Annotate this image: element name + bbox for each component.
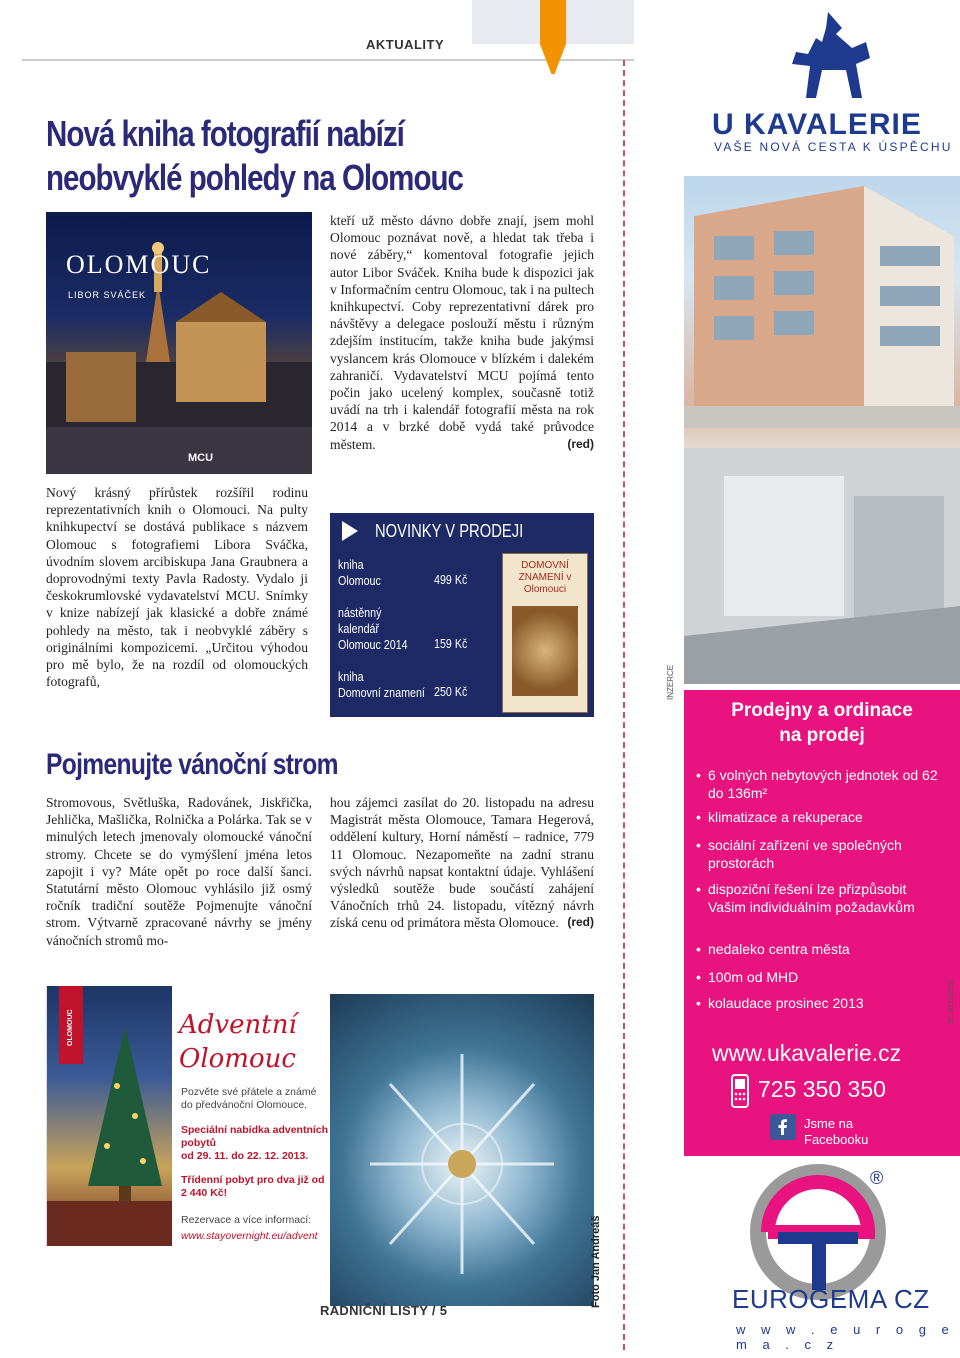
olomouc-logo xyxy=(59,986,83,1064)
horse-logo-icon xyxy=(782,8,874,104)
product-item xyxy=(338,557,381,589)
advent-link[interactable]: www.stayovernight.eu/advent xyxy=(181,1230,318,1242)
eurogema-url[interactable]: w w w . e u r o g e m a . c z xyxy=(736,1322,955,1352)
building-photo xyxy=(684,176,960,684)
new-products-title: NOVINKY V PRODEJI xyxy=(375,521,524,541)
book-title: DOMOVNÍ ZNAMENÍ v Olomouci xyxy=(518,560,572,595)
facebook-icon[interactable] xyxy=(770,1114,796,1140)
feature-item: • sociální zařízení ve společných prostorách xyxy=(708,836,938,872)
product-type: nástěnný xyxy=(338,606,382,620)
brand-name: U KAVALERIE xyxy=(712,108,922,141)
product-name: Domovní znamení xyxy=(338,686,425,700)
article-intro: Nový krásný přírůstek rozšířil rodinu reprezentativních knih o Olomouci. Na pulty knihkupectví se dostává publikace s názvem Olomouc s fotografiemi Libora Sváčka, úvodním slovem arcibiskupa Jana Graubnera a doprovodnými texty Pavla Radosty. Vydalo ji českokrumlovské vydavatelství MCU. Snímky v knize nabízejí jak klasické a dobře známé pohledy na město, tak i neobvyklé záběry s originálními kompozicemi. „Určitou výhodou pro mě bylo, že na rozdíl od olomouckých fotografů, xyxy=(46,485,308,690)
phone-number[interactable]: 725 350 350 xyxy=(758,1076,886,1102)
building-illustration xyxy=(684,176,960,684)
article-2-right xyxy=(330,794,594,932)
section-label: AKTUALITY xyxy=(366,37,445,52)
registered-mark: ® xyxy=(870,1168,884,1188)
header-rule xyxy=(22,0,634,74)
feature-item: • nedaleko centra města xyxy=(708,940,938,958)
facebook-line-2: Facebooku xyxy=(804,1132,869,1147)
feature-item: • kolaudace prosinec 2013 xyxy=(708,994,938,1012)
article-2-right-text: hou zájemci zasílat do 20. listopadu na adresu Magistrát města Olomouce, Tamara Hegerová, oddělení kultury, Horní náměstí – radnice, 779 11 Olomouc. Nezapomeňte na zadní stranu svých návrhů napsat kontaktní údaje. Vyhlášení výsledků soutěže bude součástí zahájení Vánočních trhů 24. listopadu, vítězný návrh získá cenu od primátora města Olomouce. xyxy=(330,795,594,931)
article-headline xyxy=(46,112,481,200)
olomouc-logo-text: OLOMOUC xyxy=(67,1009,74,1046)
headline-line-1: Nová kniha fotografií nabízí xyxy=(46,113,404,154)
book-illustration xyxy=(512,606,578,696)
cover-author: LIBOR SVÁČEK xyxy=(68,290,147,300)
arrow-icon xyxy=(338,519,362,543)
facebook-text[interactable] xyxy=(804,1116,868,1148)
article-column-2-text: kteří už město dávno dobře znají, jsem mohl Olomouc poznávat nově, a hledat tak třeba i nové záběry,“ komentoval fotografie jejich autor Libor Sváček. Kniha bude k dispozici jak v Informačním centru Olomouc, tak i na pultech knihkupectví. Coby reprezentativní dárek pro návštěvy a delegace poslouží městu i různým zdejším institucím, takže kniha bude jakýmsi vyslancem krás Olomouce v blízkém i dalekém zahraničí. Vydavatelství MCU pojímá tento počin jako ucelený komplex, současně totiž uvádí na trh i kalendář fotografií města na rok 2014 a v brzké době vydá také průvodce městem. xyxy=(330,213,594,452)
book-cover-domovni-znameni xyxy=(502,553,588,713)
panel-title-line-1: Prodejny a ordinace xyxy=(731,700,913,721)
author-tag: (red) xyxy=(567,436,594,451)
new-products-box xyxy=(330,513,594,717)
photo-credit: Foto Jan Andreáš xyxy=(590,1215,602,1308)
advent-title xyxy=(179,1008,297,1076)
article-2-left: Stromovous, Světluška, Radovánek, Jiskřička, Jehlička, Mašlička, Rolnička a Polárka. Tak se v minulých letech jmenovaly olomoucké vánoční stromy. Chcete se do vymýšlení jména letos zapojit i vy? Máte opět po roce další šanci. Statutární město Olomouc vyhlásilo již osmý ročník tradiční soutěže Pojmenujte vánoční strom. Výtvarně zpracované návrhy se jmény vánočních stromů mo- xyxy=(46,795,312,948)
cover-publisher: MCU xyxy=(188,452,214,464)
product-type-2: kalendář xyxy=(338,622,380,636)
product-type: kniha xyxy=(338,670,364,684)
feature-item: • klimatizace a rekuperace xyxy=(708,808,938,826)
product-price: 250 Kč xyxy=(434,685,468,699)
product-price: 499 Kč xyxy=(434,573,468,587)
christmas-tree-photo xyxy=(47,986,172,1246)
website-link[interactable]: www.ukavalerie.cz xyxy=(712,1040,902,1066)
eurogema-name: EUROGEMA CZ xyxy=(732,1284,930,1314)
advent-ad xyxy=(46,986,329,1246)
product-name: Olomouc xyxy=(338,574,381,588)
panel-title-line-2: na prodej xyxy=(779,725,865,746)
advent-title-line-2: Olomouc xyxy=(179,1044,296,1074)
page-footer: RADNIČNÍ LISTY / 5 xyxy=(320,1303,448,1318)
frost-photo xyxy=(330,994,594,1306)
brand-tagline: VAŠE NOVÁ CESTA K ÚSPĚCHU xyxy=(714,140,953,154)
author-tag: (red) xyxy=(567,915,594,930)
feature-item: • 6 volných nebytových jednotek od 62 do 136m² xyxy=(708,766,938,802)
article-column-2 xyxy=(330,212,594,453)
article-2-title: Pojmenujte vánoční strom xyxy=(46,748,338,781)
cover-title: OLOMOUC xyxy=(66,250,212,279)
product-price: 159 Kč xyxy=(434,637,468,651)
sales-panel-title xyxy=(712,698,932,748)
product-name: Olomouc 2014 xyxy=(338,638,408,652)
product-item xyxy=(338,669,425,701)
headline-line-2: neobvyklé pohledy na Olomouc xyxy=(46,157,463,198)
advertisement-label: INZERCE xyxy=(666,664,675,700)
facebook-line-1: Jsme na xyxy=(804,1116,854,1131)
feature-item: • dispoziční řešení lze přizpůsobit Vašim individuálním požadavkům xyxy=(708,880,938,916)
advent-invite: Pozvěte své přátele a známé do předvánoční Olomouce. xyxy=(181,1086,317,1111)
advent-offer-title: Speciální nabídka adventních pobytů xyxy=(181,1124,329,1149)
feature-item: • 100m od MHD xyxy=(708,968,938,986)
column-divider xyxy=(623,60,625,1350)
book-cover-image xyxy=(46,212,312,474)
frost-illustration xyxy=(330,994,594,1306)
phone-icon xyxy=(730,1074,750,1108)
advent-offer-dates: od 29. 11. do 22. 12. 2013. xyxy=(181,1150,309,1162)
advent-title-line-1: Adventní xyxy=(179,1010,297,1040)
advent-stay: Třídenní pobyt pro dva již od 2 440 Kč! xyxy=(181,1174,325,1199)
ad-code: SC-321182/10 xyxy=(948,979,955,1024)
product-item xyxy=(338,605,408,653)
product-type: kniha xyxy=(338,558,364,572)
advent-info: Rezervace a více informací: xyxy=(181,1214,312,1226)
